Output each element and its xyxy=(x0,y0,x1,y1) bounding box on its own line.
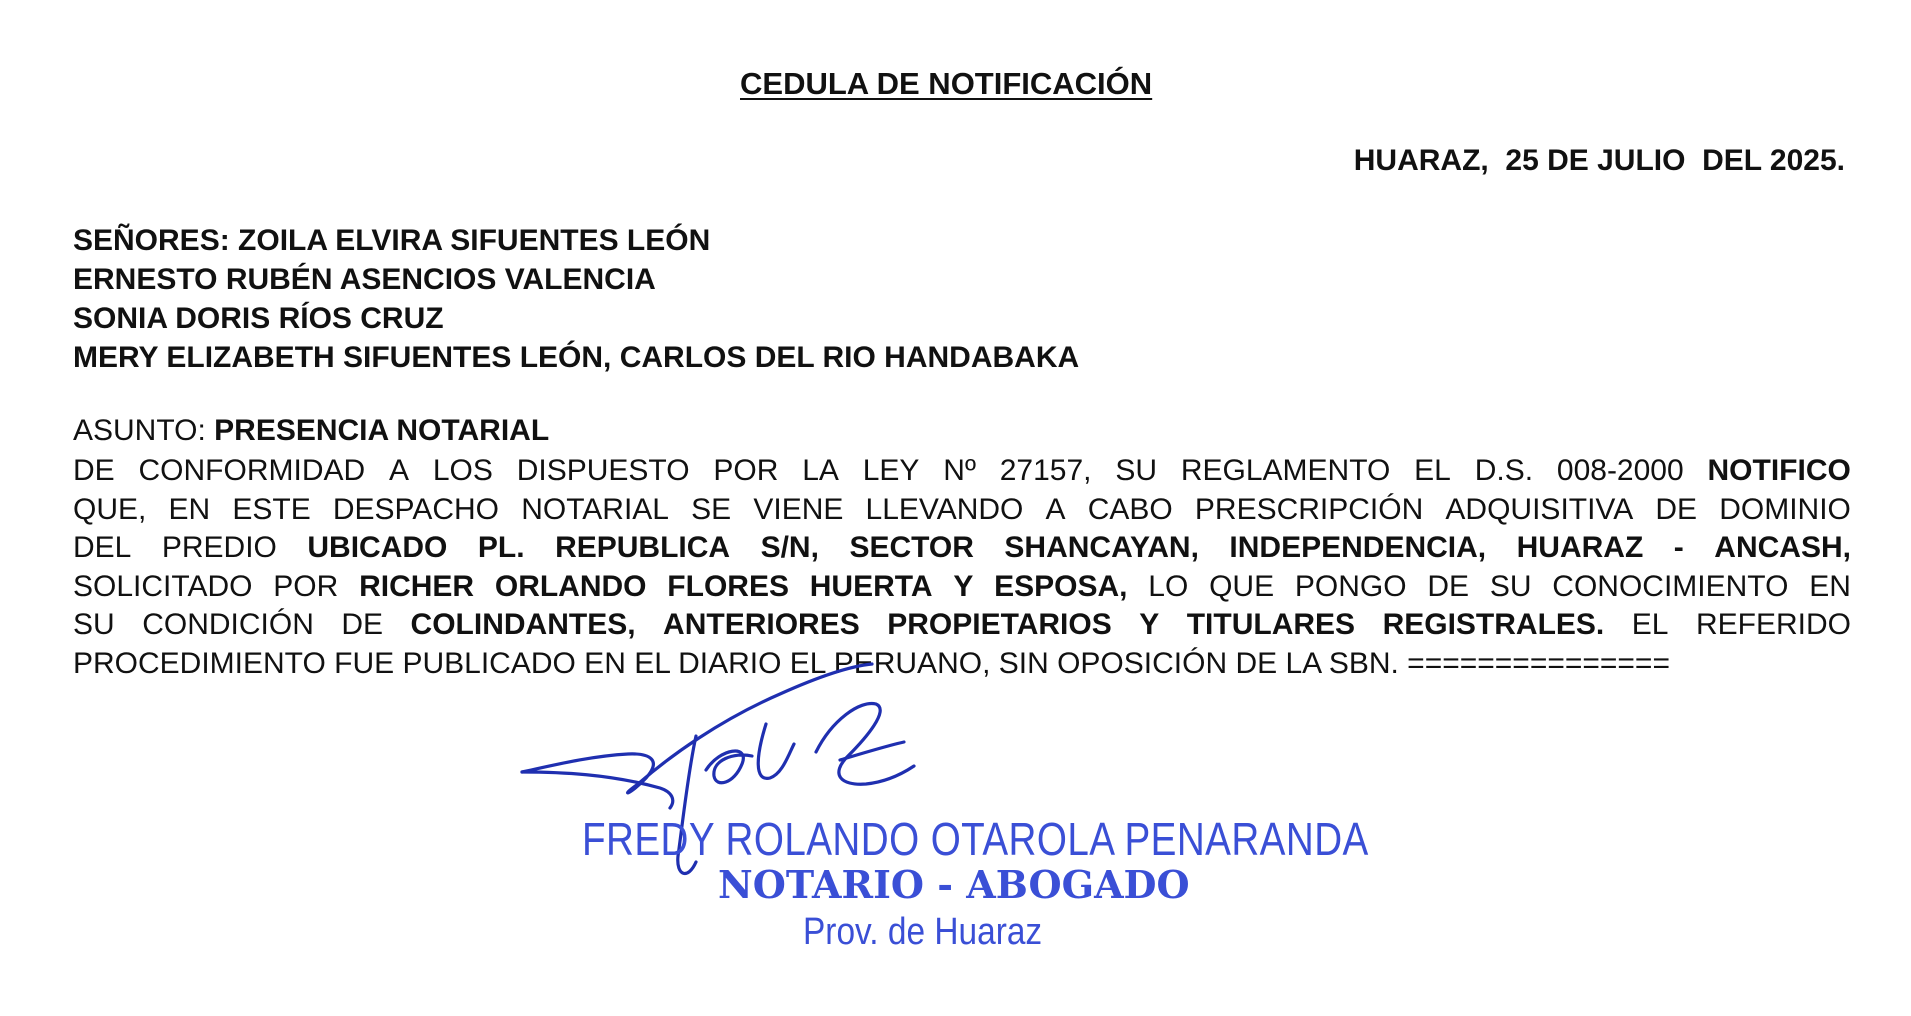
body-word: EL xyxy=(1631,608,1669,641)
body-word: HUARAZ xyxy=(1516,531,1644,564)
body-text-segment: PROCEDIMIENTO FUE PUBLICADO EN EL DIARIO EL PERUANO, SIN OPOSICIÓN DE LA SBN. =============== xyxy=(73,646,1670,680)
subject-value: PRESENCIA NOTARIAL xyxy=(214,414,550,447)
notary-stamp-province: Prov. de Huaraz xyxy=(803,911,1043,953)
body-word: LA xyxy=(802,454,839,487)
body-word: Y xyxy=(953,569,974,603)
body-word: ADQUISITIVA xyxy=(1445,492,1634,526)
body-word: VIENE xyxy=(753,492,844,526)
document-date: HUARAZ, 25 DE JULIO DEL 2025. xyxy=(1353,144,1845,177)
body-word: NOTARIAL xyxy=(521,492,669,526)
body-word: QUE, xyxy=(73,492,147,526)
body-word: PREDIO xyxy=(161,531,277,564)
body-word: LOS xyxy=(432,454,493,487)
recipient-line: SONIA DORIS RÍOS CRUZ xyxy=(73,302,444,335)
body-word: DEL xyxy=(73,531,132,564)
body-word: ORLANDO xyxy=(494,569,647,603)
body-word: PONGO xyxy=(1294,569,1407,603)
body-word: RICHER xyxy=(359,569,475,603)
body-word: D.S. xyxy=(1474,454,1534,487)
body-word: PRESCRIPCIÓN xyxy=(1194,492,1424,526)
body-word: HUERTA xyxy=(809,569,933,603)
body-word: QUE xyxy=(1209,569,1275,603)
body-line-1 xyxy=(73,452,1851,491)
notary-stamp-name: FREDY ROLANDO OTAROLA PENARANDA xyxy=(582,813,1369,865)
body-word: REFERIDO xyxy=(1695,608,1851,641)
body-line-4 xyxy=(73,568,1851,607)
recipient-line: ERNESTO RUBÉN ASENCIOS VALENCIA xyxy=(73,263,656,296)
body-word: Nº xyxy=(943,454,976,487)
notary-stamp-title: NOTARIO - ABOGADO xyxy=(718,862,1190,907)
body-word: POR xyxy=(273,569,339,603)
body-word: ANTERIORES xyxy=(663,608,860,641)
body-word: POR xyxy=(713,454,779,487)
notification-body xyxy=(73,452,1851,683)
body-word: A xyxy=(1045,492,1066,526)
body-word: SU xyxy=(73,608,115,641)
body-word: ESTE xyxy=(232,492,311,526)
body-word: A xyxy=(389,454,410,487)
body-word: 27157, xyxy=(999,454,1092,487)
body-word: LLEVANDO xyxy=(865,492,1024,526)
body-word: EL xyxy=(1414,454,1451,487)
body-word: PL. xyxy=(477,531,525,564)
body-line-2 xyxy=(73,491,1851,530)
body-word: DE xyxy=(73,454,115,487)
recipients-block xyxy=(73,221,1079,377)
body-word: DE xyxy=(1655,492,1698,526)
body-word: FLORES xyxy=(667,569,789,603)
body-word: EN xyxy=(168,492,211,526)
body-word: SU xyxy=(1115,454,1158,487)
body-word: INDEPENDENCIA, xyxy=(1229,531,1487,564)
body-word: DE xyxy=(341,608,384,641)
body-word: - xyxy=(1673,531,1684,564)
body-word: COLINDANTES, xyxy=(410,608,636,641)
body-word: REPUBLICA xyxy=(555,531,731,564)
body-word: DE xyxy=(1427,569,1470,603)
body-word: ANCASH, xyxy=(1714,531,1851,564)
body-word: EN xyxy=(1809,569,1851,603)
body-line-6 xyxy=(73,645,1851,684)
body-word: REGLAMENTO xyxy=(1180,454,1391,487)
recipient-line: SEÑORES: ZOILA ELVIRA SIFUENTES LEÓN xyxy=(73,224,711,257)
body-word: DISPUESTO xyxy=(516,454,690,487)
body-word: SECTOR xyxy=(849,531,974,564)
body-word: NOTIFICO xyxy=(1707,454,1851,487)
body-word: LO xyxy=(1148,569,1189,603)
body-word: CABO xyxy=(1087,492,1173,526)
body-line-5 xyxy=(73,606,1851,645)
body-word: 008-2000 xyxy=(1556,454,1684,487)
body-word: SU xyxy=(1489,569,1532,603)
body-word: Y xyxy=(1139,608,1160,641)
recipient-line: MERY ELIZABETH SIFUENTES LEÓN, CARLOS DEL RIO HANDABAKA xyxy=(73,341,1080,374)
body-word: SHANCAYAN, xyxy=(1004,531,1199,564)
body-word: LEY xyxy=(862,454,920,487)
body-word: ESPOSA, xyxy=(994,569,1128,603)
document-title: CEDULA DE NOTIFICACIÓN xyxy=(740,66,1153,101)
subject-line xyxy=(73,414,549,448)
body-word: SE xyxy=(691,492,732,526)
body-word: CONDICIÓN xyxy=(142,608,314,641)
body-word: REGISTRALES. xyxy=(1382,608,1605,641)
body-line-3 xyxy=(73,529,1851,568)
body-word: DOMINIO xyxy=(1719,492,1851,526)
body-word: PROPIETARIOS xyxy=(887,608,1112,641)
body-word: SOLICITADO xyxy=(73,569,253,603)
body-word: UBICADO xyxy=(307,531,448,564)
body-word: CONOCIMIENTO xyxy=(1552,569,1789,603)
body-word: TITULARES xyxy=(1186,608,1356,641)
body-word: DESPACHO xyxy=(332,492,500,526)
subject-label: ASUNTO: xyxy=(73,414,215,447)
body-word: S/N, xyxy=(760,531,819,564)
body-word: CONFORMIDAD xyxy=(138,454,366,487)
